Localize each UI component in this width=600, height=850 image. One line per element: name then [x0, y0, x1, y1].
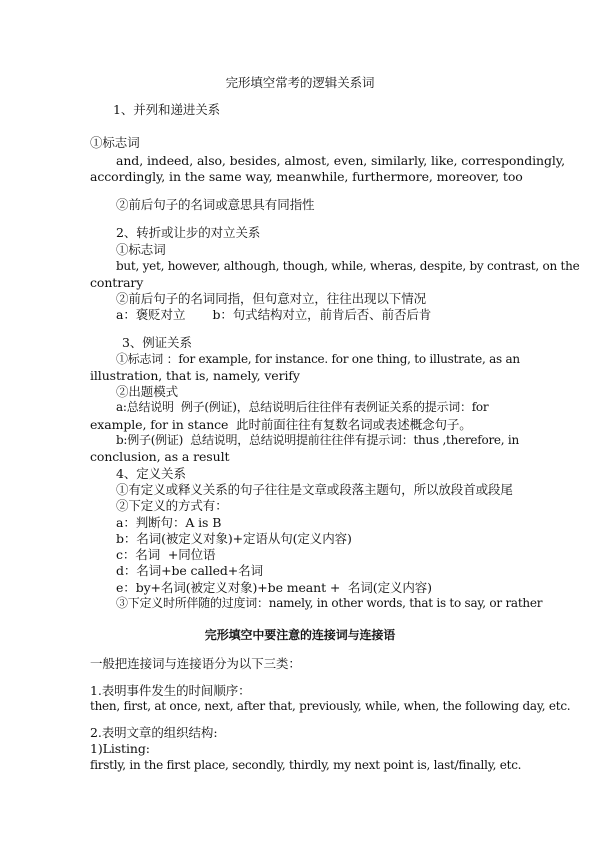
section-1-heading: 1、并列和递进关系 [113, 102, 221, 117]
section-4-way-c: c：名词 +同位语 [116, 547, 216, 562]
section-4-way-a: a：判断句：A is B [116, 515, 222, 530]
section-4-heading: 4、定义关系 [116, 466, 186, 481]
section-4-way-e: e：by+名词(被定义对象)+be meant + 名词(定义内容) [116, 580, 432, 595]
section-4-note-1: ①有定义或释义关系的句子往往是文章或段落主题句，所以放段首或段尾 [116, 482, 513, 497]
section-3-mode-a-line-2: example, for in stance 此时前面往往有复数名词或表述概念句子。 [90, 417, 472, 432]
section-2-words-line-1: but, yet, however, although, though, while, wheras, despite, by contrast, on the [116, 259, 580, 273]
section-1-words-line-2: accordingly, in the same way, meanwhile, furthermore, moreover, too [90, 169, 523, 184]
section-4-transition: ③下定义时所伴随的过度词：namely, in other words, that is to say, or rather [116, 596, 543, 610]
section-1-marker-label: ①标志词 [90, 135, 140, 150]
category-1-words: then, first, at once, next, after that, previously, while, when, the following day, etc. [90, 699, 571, 713]
section-3-heading: 3、例证关系 [122, 335, 192, 350]
section-4-way-d: d：名词+be called+名词 [116, 563, 263, 578]
section-4-way-b: b：名词(被定义对象)+定语从句(定义内容) [116, 531, 352, 546]
category-2-sub-listing: 1)Listing: [90, 741, 150, 756]
section-4-ways-label: ②下定义的方式有： [116, 498, 228, 513]
section-3-marker-line-1: ①标志词 ：for example, for instance. for one thing, to illustrate, as an [116, 352, 520, 366]
section-3-mode-a-line-1: a:总结说明 例子(例证)，总结说明后往往伴有表例证关系的提示词：for [116, 400, 489, 414]
section-2-noun-note: ②前后句子的名词同指，但句意对立，往往出现以下情况 [116, 291, 427, 306]
section-2-heading: 2、转折或让步的对立关系 [116, 225, 261, 240]
section-3-mode-b-line-1: b:例子(例证) 总结说明，总结说明提前往往伴有提示词：thus ,therefore, in [116, 433, 519, 447]
section-2-marker-label: ①标志词 [116, 242, 166, 257]
section-3-marker-line-2: illustration, that is, namely, verify [90, 368, 300, 383]
section-3-mode-b-line-2: conclusion, as a result [90, 449, 230, 464]
page-title: 完形填空常考的逻辑关系词 [225, 75, 375, 90]
section-3-mode-label: ②出题模式 [116, 384, 179, 399]
part-2-intro: 一般把连接词与连接语分为以下三类： [90, 656, 301, 671]
section-1-words-line-1: and, indeed, also, besides, almost, even, similarly, like, correspondingly, [116, 153, 565, 168]
section-2-words-line-2: contrary [90, 275, 144, 290]
category-1-heading: 1.表明事件发生的时间顺序： [90, 683, 251, 698]
part-2-title: 完形填空中要注意的连接词与连接语 [204, 628, 396, 642]
category-2-words: firstly, in the first place, secondly, thirdly, my next point is, last/finally, etc. [90, 758, 522, 772]
section-2-cases: a：褒贬对立 b：句式结构对立，前肯后否、前否后肯 [116, 307, 432, 322]
section-1-noun-note: ②前后句子的名词或意思具有同指性 [116, 197, 315, 212]
category-2-heading: 2.表明文章的组织结构: [90, 725, 218, 740]
